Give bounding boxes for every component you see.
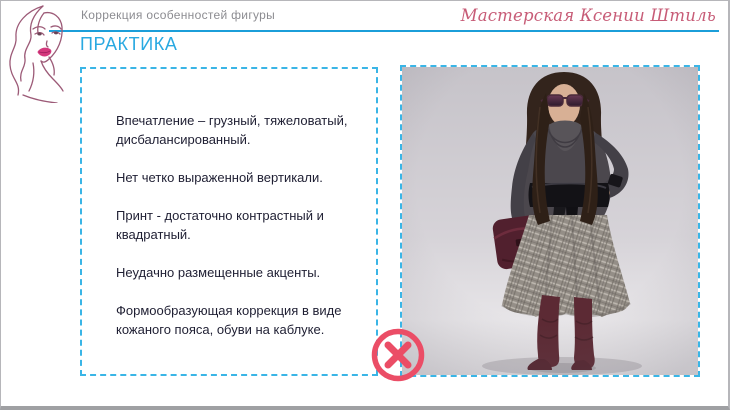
x-circle-icon (369, 326, 427, 384)
analysis-paragraph: Впечатление – грузный, тяжеловатый, дисбалансированный. (116, 113, 348, 147)
slide-title: ПРАКТИКА (80, 34, 178, 54)
brand-name: Мастерская Ксении Штиль (460, 6, 716, 25)
header-divider (49, 30, 719, 32)
outfit-photo-illustration (402, 67, 698, 375)
analysis-paragraph: Неудачно размещенные акценты. (116, 265, 321, 280)
analysis-text-box (80, 67, 378, 376)
analysis-paragraph: Формообразующая коррекция в виде кожаного пояса, обуви на каблуке. (116, 303, 342, 337)
woman-face-sketch-icon (3, 3, 75, 103)
outfit-photo (400, 65, 700, 377)
analysis-paragraph: Принт - достаточно контрастный и квадратный. (116, 208, 324, 242)
analysis-paragraph: Нет четко выраженной вертикали. (116, 170, 323, 185)
header-subtitle: Коррекция особенностей фигуры (81, 8, 276, 22)
